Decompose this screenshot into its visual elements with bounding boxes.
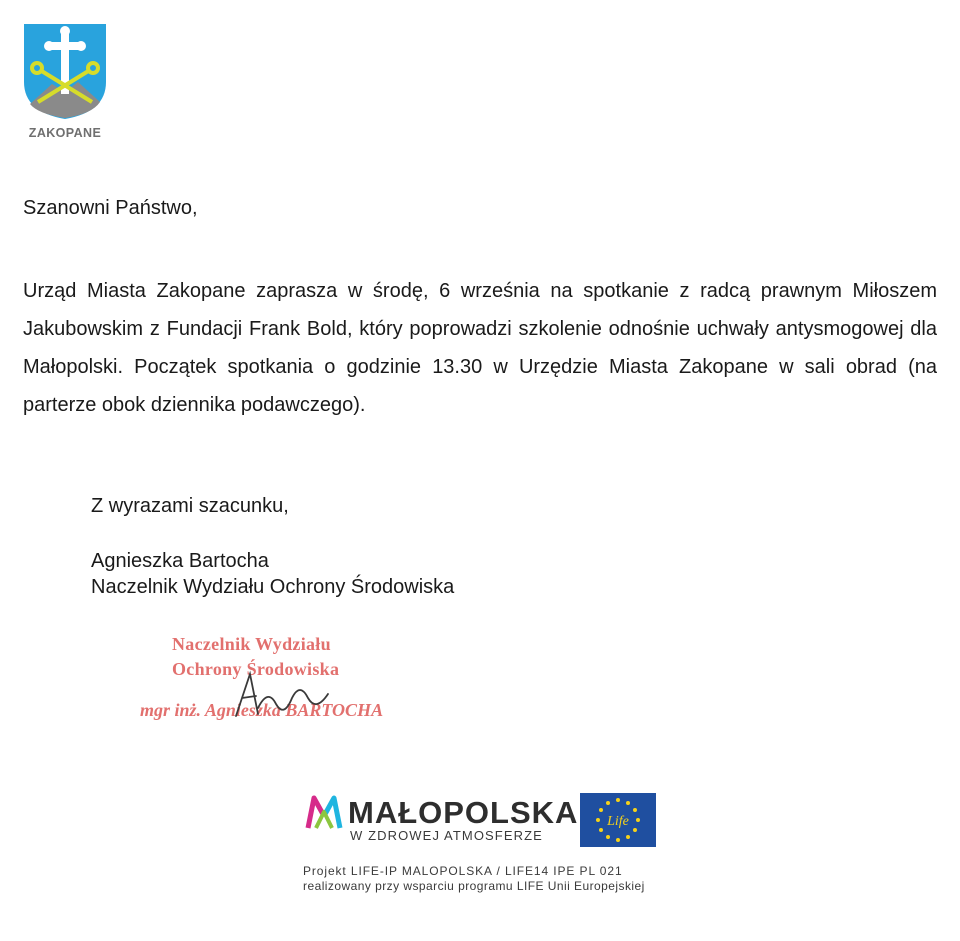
- letter-body: Urząd Miasta Zakopane zaprasza w środę, 6 września na spotkanie z radcą prawnym Miłoszem Jakubowskim z Fundacji Frank Bold, który poprowadzi szkolenie odnośnie uchwały antysmogowej dla Małopolski. Początek spotkania o godzinie 13.30 w Urzędzie Miasta Zakopane w sali obrad (na parterze obok dziennika podawczego).: [23, 280, 937, 416]
- malopolska-logo-icon: [304, 792, 344, 837]
- letter-greeting: Szanowni Państwo,: [23, 197, 198, 219]
- stamp-line-1: Naczelnik Wydziału: [172, 634, 331, 654]
- eu-life-flag-icon: [580, 793, 656, 852]
- malopolska-brand-title: MAŁOPOLSKA: [348, 795, 579, 830]
- signer-role: Naczelnik Wydziału Ochrony Środowiska: [91, 576, 455, 598]
- zakopane-coat-of-arms: [22, 22, 108, 120]
- stamp-line-3: mgr inż. Agnieszka BARTOCHA: [140, 700, 384, 720]
- project-line-1: Projekt LIFE-IP MALOPOLSKA / LIFE14 IPE PL 021: [303, 864, 623, 878]
- signer-name: Agnieszka Bartocha: [91, 550, 269, 572]
- malopolska-brand-subtitle: W ZDROWEJ ATMOSFERZE: [350, 828, 543, 843]
- project-line-2: realizowany przy wsparciu programu LIFE Unii Europejskiej: [303, 879, 645, 893]
- letter-closing: Z wyrazami szacunku,: [91, 495, 289, 517]
- svg-text:Life: Life: [607, 814, 629, 829]
- crest-label: ZAKOPANE: [28, 126, 102, 140]
- stamp-line-2: Ochrony Środowiska: [172, 659, 340, 679]
- handwritten-signature: [228, 668, 338, 733]
